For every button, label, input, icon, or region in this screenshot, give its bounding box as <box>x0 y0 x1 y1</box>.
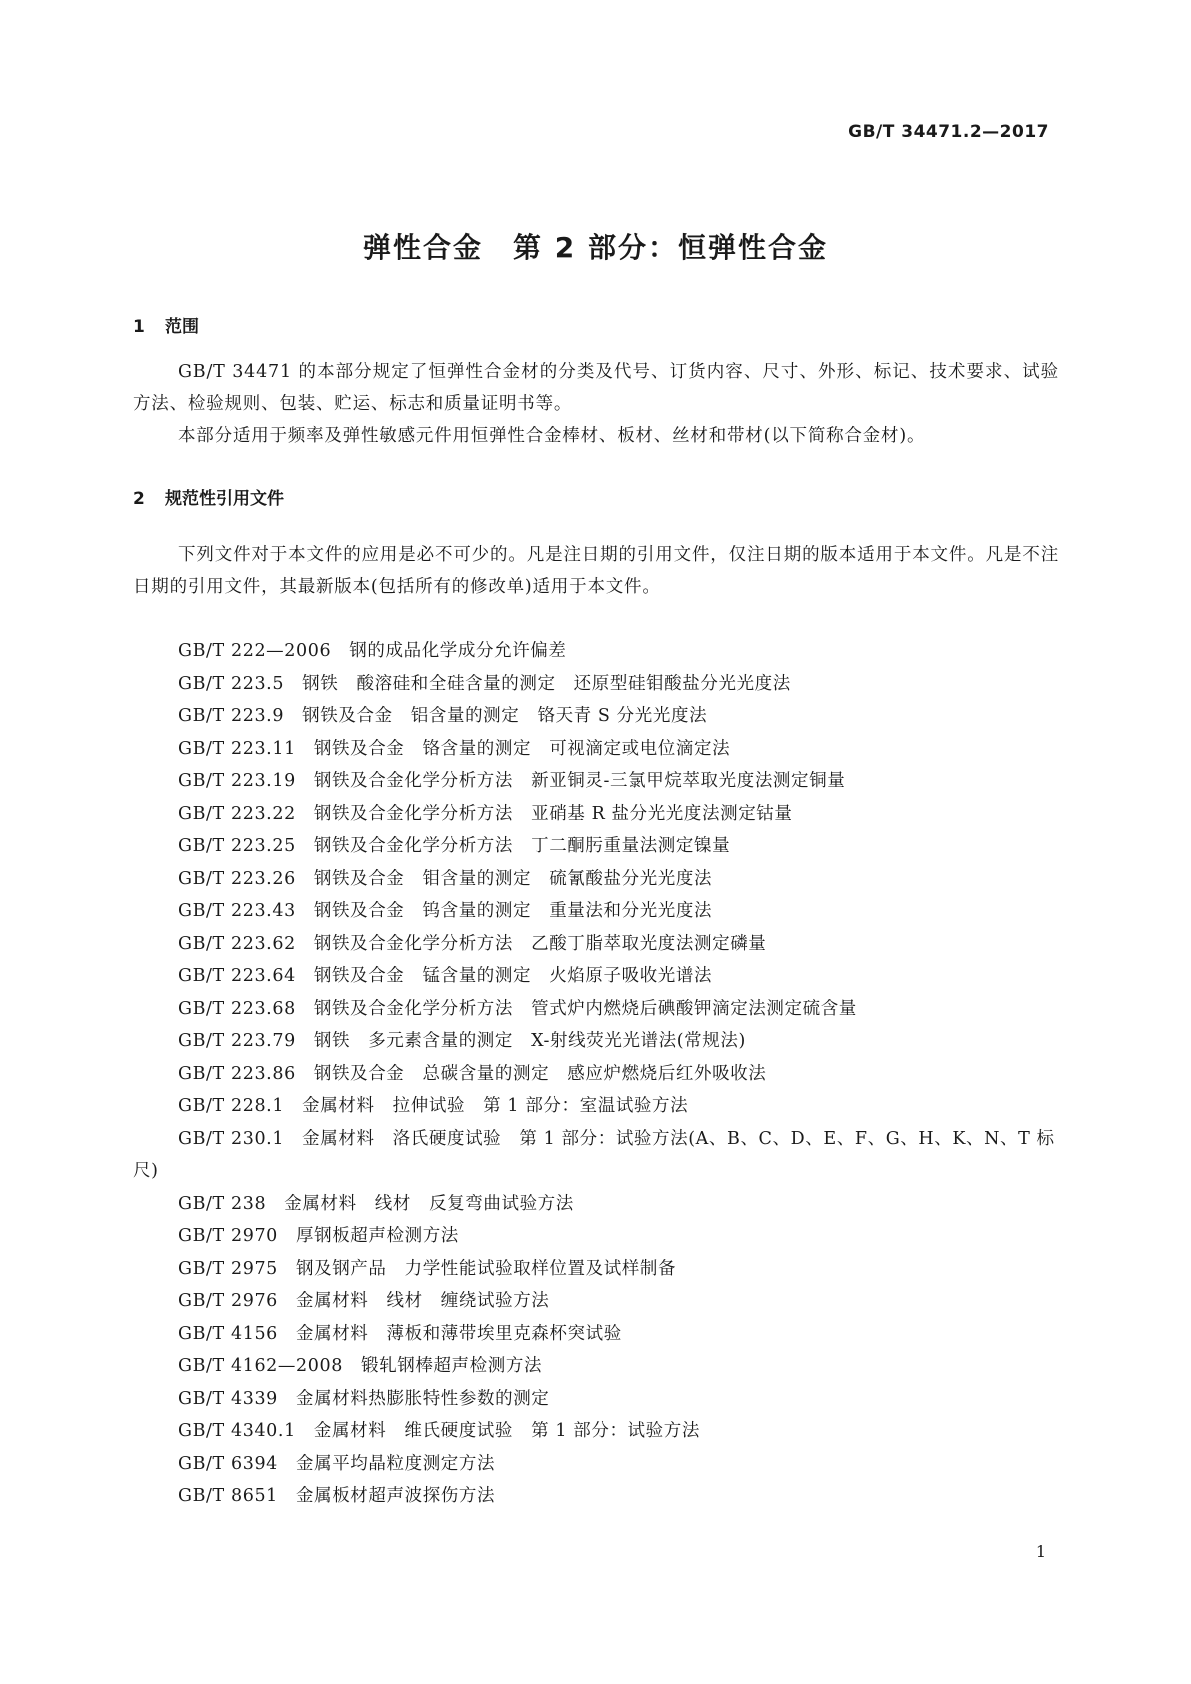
reference-item: GB/T 223.62 钢铁及合金化学分析方法 乙酸丁脂萃取光度法测定磷量 <box>178 933 767 954</box>
section-1-heading <box>133 312 199 337</box>
section-2-heading <box>133 484 284 509</box>
reference-item: GB/T 238 金属材料 线材 反复弯曲试验方法 <box>178 1193 574 1214</box>
page-number: 1 <box>1035 1542 1046 1561</box>
document-title: 弹性合金 第 2 部分：恒弹性合金 <box>363 231 828 264</box>
reference-item: GB/T 2975 钢及钢产品 力学性能试验取样位置及试样制备 <box>178 1258 677 1279</box>
reference-item: GB/T 223.64 钢铁及合金 锰含量的测定 火焰原子吸收光谱法 <box>178 966 713 986</box>
reference-item: GB/T 223.11 钢铁及合金 铬含量的测定 可视滴定或电位滴定法 <box>178 738 731 759</box>
reference-item: GB/T 8651 金属板材超声波探伤方法 <box>178 1486 496 1506</box>
reference-item: GB/T 230.1 金属材料 洛氏硬度试验 第 1 部分：试验方法(A、B、C、D、E、F、G、H、K、N、T 标尺) <box>133 1128 1055 1181</box>
reference-item: GB/T 2976 金属材料 线材 缠绕试验方法 <box>178 1291 550 1311</box>
section-1-number: 1 <box>133 317 145 337</box>
standard-code: GB/T 34471.2—2017 <box>848 122 1049 142</box>
reference-item: GB/T 6394 金属平均晶粒度测定方法 <box>178 1453 496 1474</box>
reference-item: GB/T 223.19 钢铁及合金化学分析方法 新亚铜灵-三氯甲烷萃取光度法测定铜量 <box>178 771 846 791</box>
reference-item: GB/T 223.22 钢铁及合金化学分析方法 亚硝基 R 盐分光光度法测定钴量 <box>178 803 793 824</box>
reference-item: GB/T 4339 金属材料热膨胀特性参数的测定 <box>178 1388 550 1409</box>
reference-item: GB/T 223.86 钢铁及合金 总碳含量的测定 感应炉燃烧后红外吸收法 <box>178 1063 767 1084</box>
reference-item: GB/T 222—2006 钢的成品化学成分允许偏差 <box>178 641 567 661</box>
section-1-paragraph-1: GB/T 34471 的本部分规定了恒弹性合金材的分类及代号、订货内容、尺寸、外形、标记、技术要求、试验方法、检验规则、包装、贮运、标志和质量证明书等。 <box>133 362 1059 414</box>
reference-list <box>133 635 1059 1513</box>
section-1-title: 范围 <box>165 317 199 337</box>
reference-item: GB/T 4162—2008 锻轧钢棒超声检测方法 <box>178 1356 543 1376</box>
reference-item: GB/T 2970 厚钢板超声检测方法 <box>178 1226 459 1246</box>
reference-item: GB/T 4156 金属材料 薄板和薄带埃里克森杯突试验 <box>178 1323 622 1344</box>
reference-item: GB/T 223.68 钢铁及合金化学分析方法 管式炉内燃烧后碘酸钾滴定法测定硫含量 <box>178 998 857 1019</box>
reference-item: GB/T 223.43 钢铁及合金 钨含量的测定 重量法和分光光度法 <box>178 901 713 921</box>
section-1-paragraph-2: 本部分适用于频率及弹性敏感元件用恒弹性合金棒材、板材、丝材和带材(以下简称合金材)。 <box>178 426 926 446</box>
reference-item: GB/T 223.79 钢铁 多元素含量的测定 X-射线荧光光谱法(常规法) <box>178 1031 746 1051</box>
reference-item: GB/T 228.1 金属材料 拉伸试验 第 1 部分：室温试验方法 <box>178 1096 689 1116</box>
reference-item: GB/T 223.5 钢铁 酸溶硅和全硅含量的测定 还原型硅钼酸盐分光光度法 <box>178 673 791 694</box>
section-2-title: 规范性引用文件 <box>165 489 284 509</box>
section-2-number: 2 <box>133 489 145 509</box>
reference-item: GB/T 4340.1 金属材料 维氏硬度试验 第 1 部分：试验方法 <box>178 1421 700 1441</box>
section-2-intro: 下列文件对于本文件的应用是必不可少的。凡是注日期的引用文件，仅注日期的版本适用于本文件。凡是不注日期的引用文件，其最新版本(包括所有的修改单)适用于本文件。 <box>133 545 1059 597</box>
reference-item: GB/T 223.25 钢铁及合金化学分析方法 丁二酮肟重量法测定镍量 <box>178 836 731 856</box>
reference-item: GB/T 223.9 钢铁及合金 铝含量的测定 铬天青 S 分光光度法 <box>178 706 708 726</box>
reference-item: GB/T 223.26 钢铁及合金 钼含量的测定 硫氰酸盐分光光度法 <box>178 868 713 889</box>
